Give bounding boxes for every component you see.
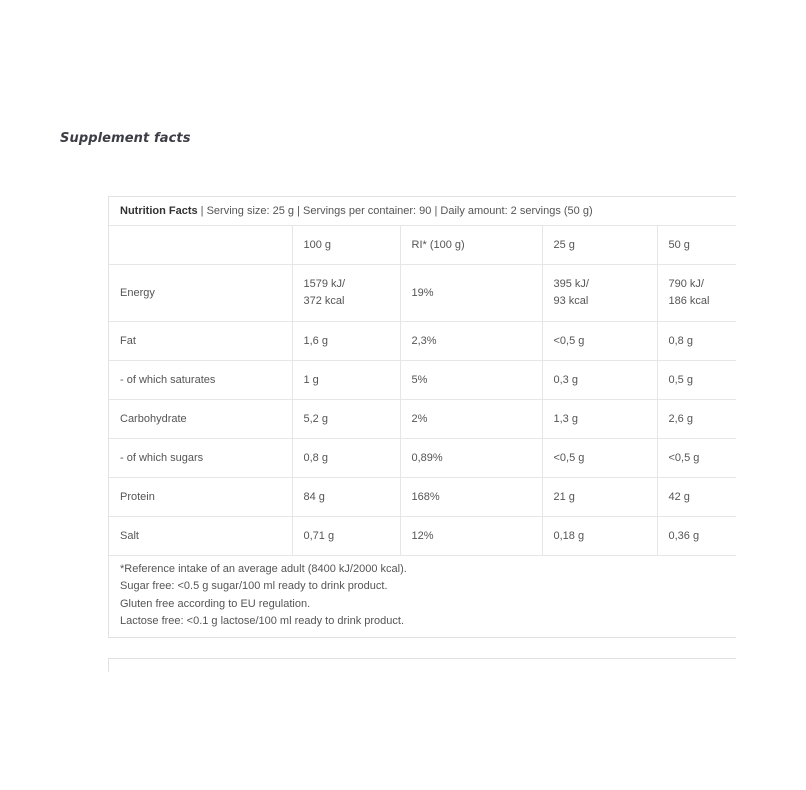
cell-50g: 0,36 g bbox=[657, 517, 736, 556]
column-header-100g: 100 g bbox=[292, 226, 400, 265]
cell-50g: 0,5 g bbox=[657, 361, 736, 400]
table-row bbox=[109, 400, 736, 439]
cell-ri: 2% bbox=[400, 400, 542, 439]
cell-ri: 12% bbox=[400, 517, 542, 556]
column-header-empty bbox=[109, 226, 292, 265]
cell-100g: 5,2 g bbox=[292, 400, 400, 439]
notes-cell bbox=[109, 556, 736, 638]
cell-100g: 1,6 g bbox=[292, 322, 400, 361]
cell-100g: 0,71 g bbox=[292, 517, 400, 556]
column-header-ri: RI* (100 g) bbox=[400, 226, 542, 265]
cell-ri: 2,3% bbox=[400, 322, 542, 361]
cell-line: 1579 kJ/ bbox=[303, 278, 346, 290]
cell-50g bbox=[657, 265, 736, 322]
cell-100g: 84 g bbox=[292, 478, 400, 517]
column-header-50g: 50 g bbox=[657, 226, 736, 265]
note-line: Gluten free according to EU regulation. bbox=[120, 597, 311, 610]
cell-25g: 21 g bbox=[542, 478, 657, 517]
table-row bbox=[109, 478, 736, 517]
cell-25g: <0,5 g bbox=[542, 439, 657, 478]
row-label: - of which saturates bbox=[109, 361, 292, 400]
cell-25g bbox=[542, 265, 657, 322]
cell-line: 790 kJ/ bbox=[668, 278, 704, 290]
note-line: *Reference intake of an average adult (8400 kJ/2000 kcal). bbox=[120, 563, 407, 575]
table-row bbox=[109, 361, 736, 400]
table-header-row bbox=[109, 197, 736, 226]
row-label: Protein bbox=[109, 478, 292, 517]
note-line: Sugar free: <0.5 g sugar/100 ml ready to drink product. bbox=[120, 580, 388, 593]
cell-50g: 2,6 g bbox=[657, 400, 736, 439]
column-header-25g: 25 g bbox=[542, 226, 657, 265]
cell-25g: 1,3 g bbox=[542, 400, 657, 439]
cell-ri: 0,89% bbox=[400, 439, 542, 478]
next-section-border bbox=[108, 658, 736, 672]
section-title: Supplement facts bbox=[60, 131, 191, 146]
note-line: Lactose free: <0.1 g lactose/100 ml ready to drink product. bbox=[120, 614, 405, 627]
table-row bbox=[109, 322, 736, 361]
cell-100g: 1 g bbox=[292, 361, 400, 400]
cell-25g: 0,18 g bbox=[542, 517, 657, 556]
cell-line: 93 kcal bbox=[553, 295, 589, 307]
row-label: Energy bbox=[109, 265, 292, 322]
table-header-details: | Serving size: 25 g | Servings per container: 90 | Daily amount: 2 servings (50 g) bbox=[197, 204, 593, 217]
table-row bbox=[109, 517, 736, 556]
cell-ri: 19% bbox=[400, 265, 542, 322]
row-label: Carbohydrate bbox=[109, 400, 292, 439]
table-row bbox=[109, 439, 736, 478]
cell-25g: <0,5 g bbox=[542, 322, 657, 361]
cell-ri: 5% bbox=[400, 361, 542, 400]
cell-50g: 42 g bbox=[657, 478, 736, 517]
nutrition-table-container bbox=[108, 196, 736, 638]
row-label: Salt bbox=[109, 517, 292, 556]
cell-line: 372 kcal bbox=[303, 295, 345, 307]
cell-50g: <0,5 g bbox=[657, 439, 736, 478]
row-label: - of which sugars bbox=[109, 439, 292, 478]
cell-25g: 0,3 g bbox=[542, 361, 657, 400]
cell-100g: 0,8 g bbox=[292, 439, 400, 478]
notes-row bbox=[109, 556, 736, 638]
cell-line: 395 kJ/ bbox=[553, 278, 589, 290]
table-row bbox=[109, 265, 736, 322]
table-header-title: Nutrition Facts bbox=[120, 204, 198, 217]
table-header-cell bbox=[109, 197, 736, 226]
cell-100g bbox=[292, 265, 400, 322]
cell-50g: 0,8 g bbox=[657, 322, 736, 361]
cell-line: 186 kcal bbox=[668, 295, 710, 307]
cell-ri: 168% bbox=[400, 478, 542, 517]
row-label: Fat bbox=[109, 322, 292, 361]
nutrition-facts-table bbox=[109, 197, 736, 637]
column-header-row bbox=[109, 226, 736, 265]
